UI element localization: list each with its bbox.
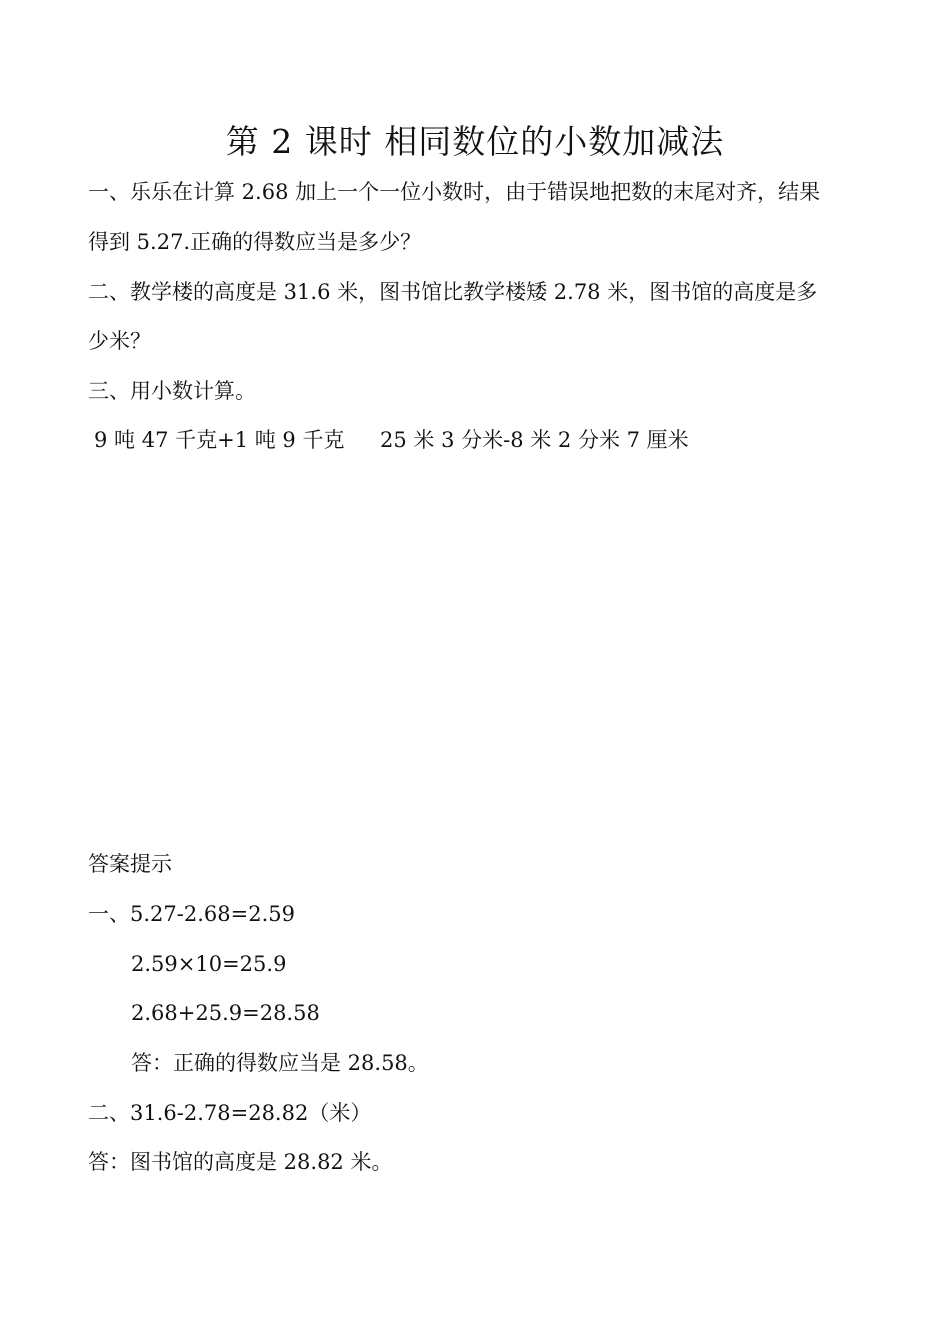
question-3-heading: 三、用小数计算。 [88, 379, 256, 403]
question-3-expression-1: 9 吨 47 千克+1 吨 9 千克 [94, 428, 345, 452]
question-2-line-1: 二、教学楼的高度是 31.6 米，图书馆比教学楼矮 2.78 米，图书馆的高度是多 [88, 280, 818, 304]
answer-1-line-4: 答：正确的得数应当是 28.58。 [131, 1051, 429, 1075]
answers-heading: 答案提示 [88, 852, 172, 876]
answer-1-line-1: 一、5.27-2.68=2.59 [88, 902, 295, 926]
page-title: 第 2 课时 相同数位的小数加减法 [225, 122, 725, 161]
question-2-line-2: 少米？ [88, 329, 151, 353]
answer-2-line-1: 二、31.6-2.78=28.82（米） [88, 1101, 372, 1125]
answer-2-line-2: 答：图书馆的高度是 28.82 米。 [88, 1150, 393, 1174]
answer-1-line-2: 2.59×10=25.9 [131, 952, 287, 976]
answer-1-line-3: 2.68+25.9=28.58 [131, 1001, 320, 1025]
question-1-line-2: 得到 5.27.正确的得数应当是多少？ [88, 230, 422, 254]
question-1-line-1: 一、乐乐在计算 2.68 加上一个一位小数时，由于错误地把数的末尾对齐，结果 [88, 180, 821, 204]
question-3-expression-2: 25 米 3 分米-8 米 2 分米 7 厘米 [380, 428, 689, 452]
